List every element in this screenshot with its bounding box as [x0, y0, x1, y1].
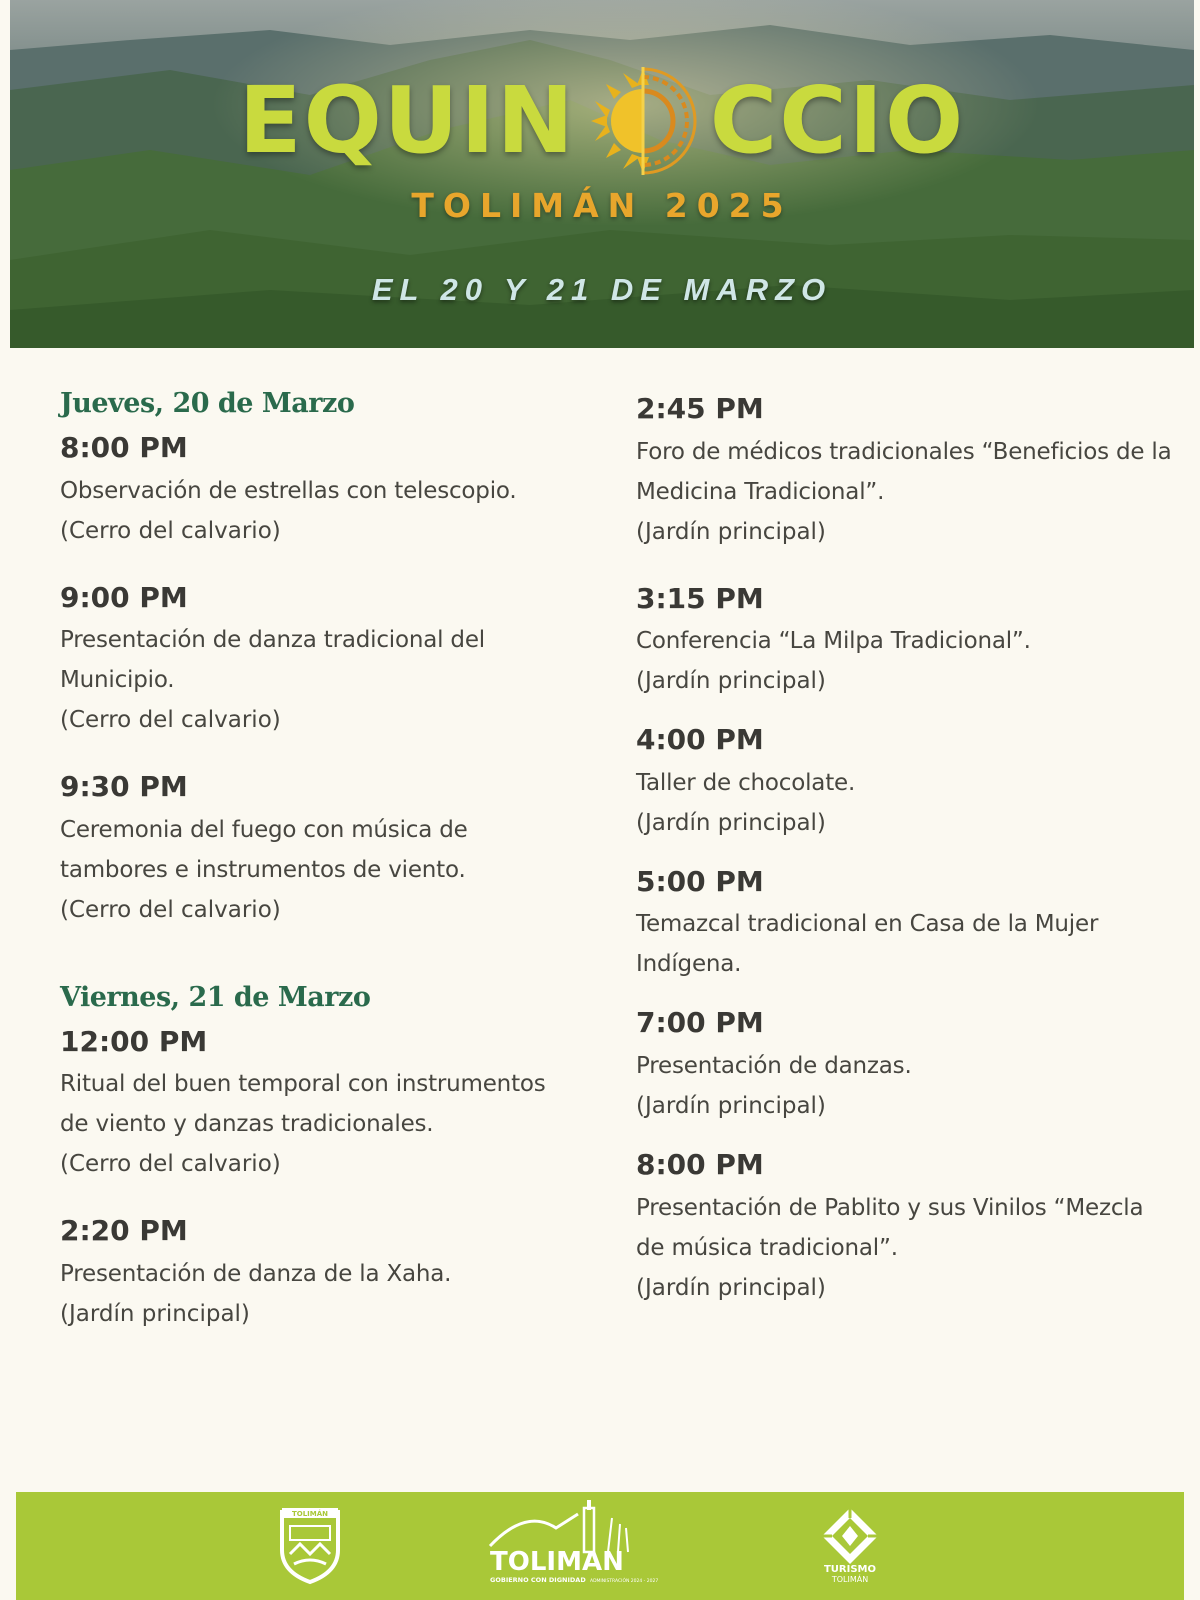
schedule-event	[636, 392, 1176, 552]
event-location: (Cerro del calvario)	[60, 1151, 281, 1178]
turismo-toliman-logo	[818, 1506, 882, 1584]
event-time: 9:00 PM	[60, 580, 188, 614]
day-heading: Jueves, 20 de Marzo	[60, 388, 355, 419]
event-description: Taller de chocolate.	[636, 769, 856, 796]
shield-icon	[278, 1506, 342, 1584]
schedule-right-column	[636, 392, 1176, 1338]
event-description: Ritual del buen temporal con instrumentos de viento y danzas tradicionales.	[60, 1071, 546, 1138]
event-subtitle: TOLIMÁN 2025	[411, 186, 793, 225]
title-left: EQUIN	[238, 67, 576, 174]
event-location: (Jardín principal)	[636, 1092, 826, 1119]
toliman-label: TOLIMÁN	[831, 1575, 869, 1584]
event-description: Presentación de danzas.	[636, 1052, 912, 1079]
schedule-event	[636, 1006, 1176, 1126]
event-dates: EL 20 Y 21 DE MARZO	[371, 272, 833, 307]
event-description: Presentación de danza de la Xaha.	[60, 1260, 452, 1287]
event-time: 4:00 PM	[636, 723, 764, 757]
toliman-logo-tagline: GOBIERNO CON DIGNIDAD	[490, 1576, 586, 1584]
event-location: (Jardín principal)	[636, 809, 826, 836]
schedule-event	[60, 581, 580, 741]
event-location: (Cerro del calvario)	[60, 707, 281, 734]
schedule-event	[636, 865, 1176, 985]
event-time: 9:30 PM	[60, 770, 188, 804]
day-heading: Viernes, 21 de Marzo	[60, 981, 371, 1013]
event-description: Presentación de danza tradicional del Municipio.	[60, 627, 485, 694]
schedule-event	[60, 770, 580, 930]
event-description: Observación de estrellas con telescopio.	[60, 477, 517, 504]
event-location: (Jardín principal)	[636, 518, 826, 545]
event-description: Temazcal tradicional en Casa de la Mujer Indígena.	[636, 911, 1099, 978]
schedule-left-column	[60, 388, 580, 1364]
event-description: Foro de médicos tradicionales “Beneficios de la Medicina Tradicional”.	[636, 438, 1172, 505]
event-time: 8:00 PM	[60, 431, 188, 464]
event-description: Ceremonia del fuego con música de tambores e instrumentos de viento.	[60, 816, 468, 883]
footer-logo-bar	[16, 1492, 1184, 1600]
turismo-label: TURISMO	[823, 1564, 877, 1575]
toliman-logo-admin: ADMINISTRACIÓN 2024 - 2027	[590, 1579, 659, 1584]
diamond-emblem-icon	[818, 1506, 882, 1562]
event-location: (Cerro del calvario)	[60, 517, 281, 544]
event-description: Presentación de Pablito y sus Vinilos “Mezcla de música tradicional”.	[636, 1194, 1144, 1261]
day-section-thursday	[60, 388, 580, 930]
event-location: (Jardín principal)	[636, 668, 826, 695]
toliman-wordmark-icon	[486, 1498, 659, 1588]
sun-icon	[578, 66, 708, 176]
event-time: 7:00 PM	[636, 1006, 764, 1040]
municipal-shield-logo	[278, 1506, 342, 1584]
schedule-event	[60, 1025, 580, 1185]
event-location: (Jardín principal)	[60, 1300, 250, 1327]
event-title	[10, 66, 1194, 176]
shield-label: TOLIMÁN	[291, 1510, 329, 1518]
schedule-event	[636, 723, 1176, 843]
event-time: 12:00 PM	[60, 1024, 208, 1058]
toliman-logo-text: TOLIMAN	[490, 1547, 624, 1577]
day-section-friday	[60, 982, 580, 1334]
hero-banner	[10, 0, 1194, 348]
schedule-event	[636, 582, 1176, 702]
event-time: 2:45 PM	[636, 392, 764, 425]
schedule-event	[60, 1214, 580, 1334]
event-time: 5:00 PM	[636, 864, 764, 898]
event-location: (Cerro del calvario)	[60, 896, 281, 923]
event-time: 2:20 PM	[60, 1214, 188, 1248]
schedule-event	[636, 1148, 1176, 1308]
title-right: CCIO	[709, 67, 966, 174]
event-time: 3:15 PM	[636, 581, 764, 615]
schedule-event	[60, 431, 580, 551]
toliman-government-logo	[486, 1498, 659, 1588]
event-location: (Jardín principal)	[636, 1274, 826, 1301]
event-description: Conferencia “La Milpa Tradicional”.	[636, 628, 1031, 655]
event-time: 8:00 PM	[636, 1147, 764, 1181]
